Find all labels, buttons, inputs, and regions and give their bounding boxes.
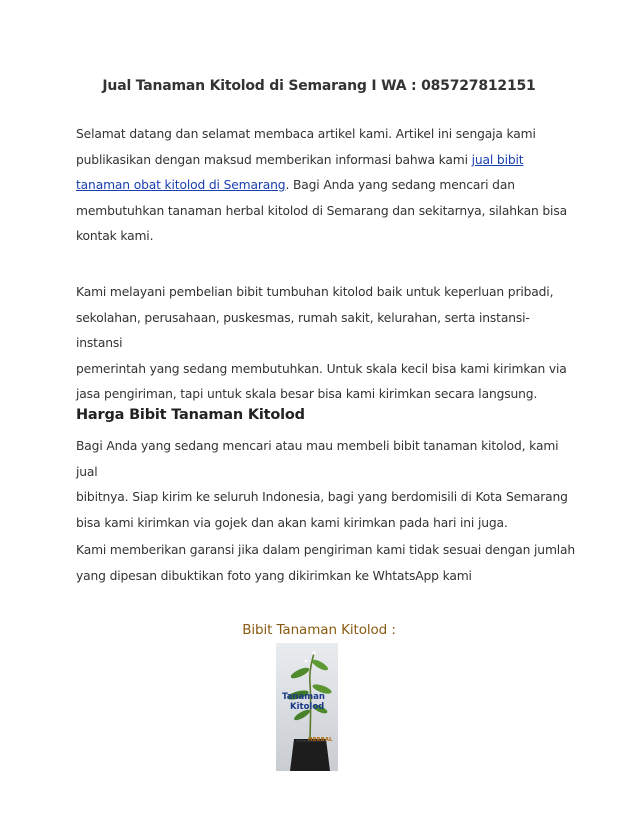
product-link-continued[interactable]: tanaman obat kitolod di Semarang — [76, 178, 286, 192]
guarantee-line-1: Kami memberikan garansi jika dalam pengiriman kami tidak sesuai dengan jumlah — [76, 543, 576, 557]
price-line-1: Bagi Anda yang sedang mencari atau mau membeli bibit tanaman kitolod, kami jual — [76, 439, 559, 479]
document-title: Jual Tanaman Kitolod di Semarang I WA : 085727812151 — [102, 78, 536, 94]
product-link[interactable]: jual bibit — [471, 152, 524, 167]
intro-line-3: . Bagi Anda yang sedang mencari dan — [285, 178, 515, 192]
price-line-3: bisa kami kirimkan via gojek dan akan kami kirimkan pada hari ini juga. — [76, 515, 508, 530]
service-line-1: Kami melayani pembelian bibit tumbuhan kitolod baik untuk keperluan pribadi, — [76, 285, 554, 299]
intro-line-2: publikasikan dengan maksud memberikan informasi bahwa kami — [76, 152, 472, 167]
intro-line-4: membutuhkan tanaman herbal kitolod di Semarang dan sekitarnya, silahkan bisa — [76, 203, 567, 218]
price-paragraph — [76, 434, 576, 536]
service-line-3: pemerintah yang sedang membutuhkan. Untuk skala kecil bisa kami kirimkan via — [76, 361, 567, 376]
service-line-4: jasa pengiriman, tapi untuk skala besar bisa kami kirimkan secara langsung. — [76, 387, 538, 401]
photo-brand-label: HERBAL — [308, 737, 333, 743]
plant-photo — [276, 643, 338, 771]
guarantee-paragraph — [76, 538, 576, 589]
photo-text-line-1: Tanaman — [282, 692, 325, 702]
service-line-2: sekolahan, perusahaan, puskesmas, rumah sakit, kelurahan, serta instansi-instansi — [76, 310, 530, 350]
intro-line-5: kontak kami. — [76, 229, 154, 243]
image-caption: Bibit Tanaman Kitolod : — [242, 622, 396, 638]
intro-paragraph — [76, 122, 576, 250]
intro-line-1: Selamat datang dan selamat membaca artikel kami. Artikel ini sengaja kami — [76, 127, 536, 141]
price-line-2: bibitnya. Siap kirim ke seluruh Indonesia, bagi yang berdomisili di Kota Semarang — [76, 490, 568, 504]
photo-text-line-2: Kitolod — [290, 702, 325, 712]
service-paragraph — [76, 280, 576, 408]
section-heading: Harga Bibit Tanaman Kitolod — [76, 407, 305, 423]
guarantee-line-2: yang dipesan dibuktikan foto yang dikirimkan ke WhtatsApp kami — [76, 568, 472, 583]
